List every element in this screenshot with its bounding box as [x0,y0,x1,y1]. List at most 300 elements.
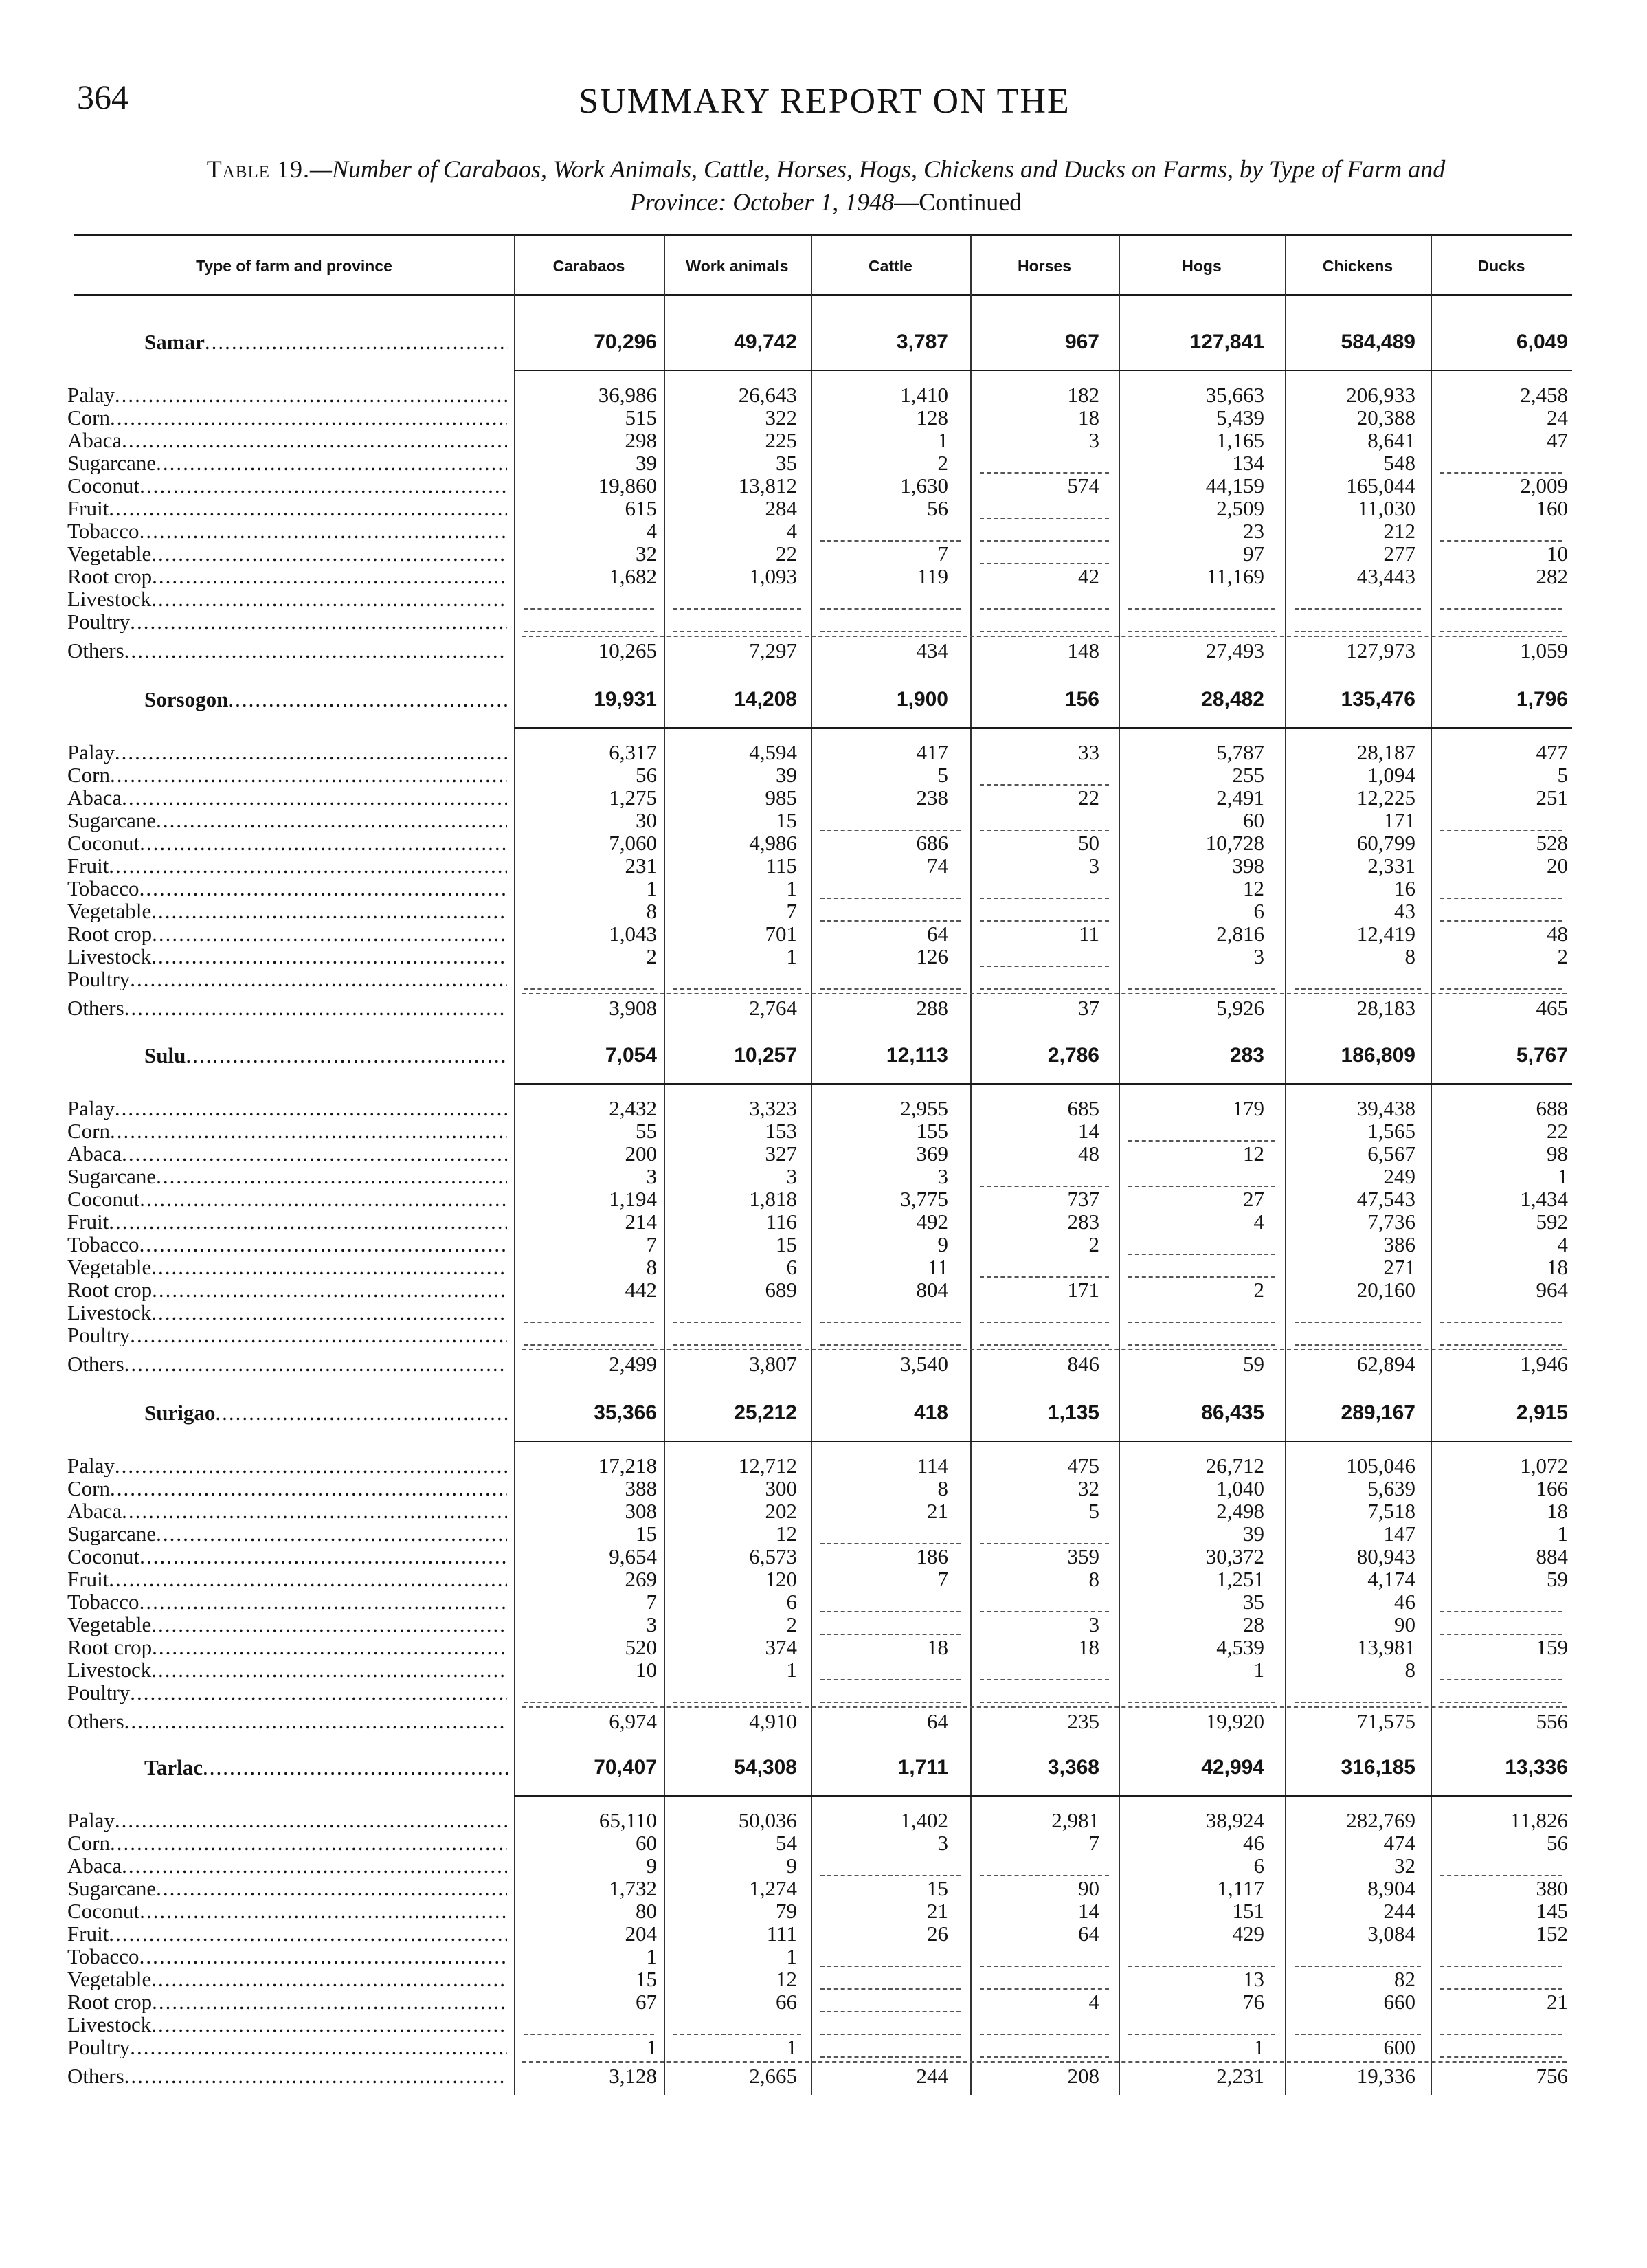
table-row [0,1256,1647,1278]
cell-value: 24 [1547,405,1568,430]
cell-value: 66 [776,1990,797,2014]
cell-value: 660 [1383,1990,1415,2014]
cell-value: 3 [1088,1612,1099,1636]
cell-value: 804 [916,1278,948,1302]
cell-value: 434 [916,638,948,663]
cell-value: 3 [786,1164,797,1188]
cell-value: 548 [1383,451,1415,475]
cell-value: 114 [917,1454,948,1478]
table-row [0,922,1647,945]
cell-value: 6,567 [1367,1142,1415,1166]
table-row [0,565,1647,588]
empty-cell-dash [980,1966,1109,1967]
cell-value: 6,317 [609,740,657,764]
cell-value: 2,432 [609,1096,657,1120]
empty-cell-dash [820,898,961,899]
farm-type-label: Livestock ..... [67,945,507,968]
cell-value: 7 [937,1567,948,1591]
cell-value: 43,443 [1356,564,1415,588]
caption-continued: —Continued [894,188,1022,216]
table-row [0,1301,1647,1324]
empty-cell-dash [980,608,1109,610]
cell-value: 97 [1243,542,1264,566]
cell-value: 235 [1067,1709,1099,1733]
province-rule [514,1083,1572,1085]
cell-value: 737 [1067,1187,1099,1211]
others-label: Others ..... [67,996,507,1021]
cell-value: 4,910 [749,1709,797,1733]
cell-value: 54 [776,1831,797,1855]
others-row [0,638,1647,663]
others-row [0,1709,1647,1734]
empty-cell-dash [1440,1988,1562,1990]
empty-cell-dash [673,2034,801,2035]
cell-value: 284 [765,496,797,520]
column-header: Cattle [869,256,912,275]
farm-type-label: Fruit ..... [67,1210,507,1233]
cell-value: 27 [1243,1187,1264,1211]
empty-cell-dash [980,1679,1109,1680]
cell-value: 688 [1536,1096,1568,1120]
cell-value: 171 [1067,1278,1099,1302]
province-total-row [0,1042,1647,1069]
cell-value: 20,388 [1356,405,1415,430]
cell-value: 28,482 [1201,688,1264,711]
farm-type-label: Fruit ..... [67,854,507,877]
cell-value: 65,110 [598,1808,657,1832]
cell-value: 1 [1557,1522,1568,1546]
table-row [0,1522,1647,1545]
cell-value: 12 [1243,1142,1264,1166]
cell-value: 14 [1078,1119,1099,1143]
table-row [0,764,1647,786]
cell-value: 2,498 [1216,1499,1264,1523]
empty-cell-dash [820,1611,961,1612]
cell-value: 59 [1547,1567,1568,1591]
cell-value: 7 [937,542,948,566]
cell-value: 2,665 [749,2064,797,2088]
cell-value: 2,009 [1520,474,1568,498]
cell-value: 7,054 [605,1044,657,1067]
cell-value: 2 [646,944,657,968]
cell-value: 28 [1243,1612,1264,1636]
cell-value: 171 [1383,808,1415,832]
cell-value: 475 [1067,1454,1099,1478]
cell-value: 147 [1383,1522,1415,1546]
cell-value: 515 [625,405,657,430]
cell-value: 56 [1547,1831,1568,1855]
cell-value: 155 [916,1119,948,1143]
cell-value: 153 [765,1119,797,1143]
column-header: Ducks [1477,256,1525,275]
farm-type-label: Tobacco ..... [67,877,507,900]
table-row [0,1568,1647,1590]
cell-value: 2 [1253,1278,1264,1302]
cell-value: 1 [786,1944,797,1968]
table-row [0,1500,1647,1522]
cell-value: 21 [927,1899,948,1923]
cell-value: 7,297 [749,638,797,663]
cell-value: 64 [927,1709,948,1733]
cell-value: 26,712 [1205,1454,1264,1478]
cell-value: 56 [927,496,948,520]
empty-cell-dash [820,1966,961,1967]
cell-value: 42 [1078,564,1099,588]
table-top-rule [74,234,1572,236]
cell-value: 50,036 [738,1808,797,1832]
cell-value: 689 [765,1278,797,1302]
empty-cell-dash [673,1322,801,1323]
cell-value: 465 [1536,996,1568,1020]
cell-value: 3,775 [900,1187,948,1211]
cell-value: 39 [776,763,797,787]
cell-value: 5,787 [1216,740,1264,764]
cell-value: 27,493 [1205,638,1264,663]
farm-type-label: Livestock ..... [67,588,507,610]
cell-value: 212 [1383,519,1415,543]
cell-value: 8 [646,899,657,923]
cell-value: 6 [786,1255,797,1279]
empty-cell-dash [1295,631,1421,632]
cell-value: 19,336 [1356,2064,1415,2088]
cell-value: 231 [625,854,657,878]
cell-value: 10 [636,1658,657,1682]
cell-value: 19,931 [594,688,657,711]
empty-cell-dash [820,1988,961,1990]
table-row [0,383,1647,406]
province-name: Sulu ..... [144,1042,508,1069]
cell-value: 1,043 [609,922,657,946]
cell-value: 159 [1536,1635,1568,1659]
cell-value: 255 [1232,763,1264,787]
farm-type-label: Sugarcane ..... [67,1877,507,1900]
cell-value: 3 [937,1831,948,1855]
cell-value: 71,575 [1356,1709,1415,1733]
cell-value: 686 [916,831,948,855]
farm-type-label: Vegetable ..... [67,1613,507,1636]
cell-value: 10 [1547,542,1568,566]
cell-value: 11,030 [1357,496,1415,520]
cell-value: 2,231 [1216,2064,1264,2088]
farm-type-label: Sugarcane ..... [67,452,507,474]
cell-value: 22 [776,542,797,566]
cell-value: 3 [646,1164,657,1188]
table-row [0,741,1647,764]
cell-value: 12,113 [886,1044,948,1067]
cell-value: 202 [765,1499,797,1523]
cell-value: 49,742 [734,331,797,353]
cell-value: 50 [1078,831,1099,855]
empty-cell-dash [524,1322,654,1323]
cell-value: 1,711 [897,1756,948,1779]
farm-type-label: Vegetable ..... [67,1256,507,1278]
cell-value: 128 [916,405,948,430]
table-row [0,1454,1647,1477]
empty-cell-dash [980,1702,1109,1703]
table-row [0,1658,1647,1681]
cell-value: 2,786 [1047,1044,1099,1067]
table-row [0,452,1647,474]
farm-type-label: Corn ..... [67,1477,507,1500]
cell-value: 277 [1383,542,1415,566]
empty-cell-dash [1128,631,1275,632]
cell-value: 3 [1253,944,1264,968]
cell-value: 38,924 [1205,1808,1264,1832]
running-head: SUMMARY REPORT ON THE [579,82,1071,121]
column-header: Hogs [1182,256,1222,275]
cell-value: 282 [1536,564,1568,588]
table-row [0,1922,1647,1945]
cell-value: 42,994 [1201,1756,1264,1779]
cell-value: 398 [1232,854,1264,878]
table-row [0,1854,1647,1877]
table-row [0,1636,1647,1658]
cell-value: 82 [1394,1967,1415,1991]
cell-value: 46 [1394,1590,1415,1614]
cell-value: 685 [1067,1096,1099,1120]
province-name: Sorsogon ..... [144,686,508,713]
empty-cell-dash [524,1702,654,1703]
cell-value: 4,594 [749,740,797,764]
empty-cell-dash [820,2034,961,2035]
cell-value: 492 [916,1210,948,1234]
cell-value: 7,736 [1367,1210,1415,1234]
cell-value: 30,372 [1205,1544,1264,1568]
cell-value: 6,049 [1516,331,1568,353]
cell-value: 60 [1243,808,1264,832]
farm-type-label: Palay ..... [67,383,507,406]
table-row [0,1809,1647,1832]
table-row [0,1233,1647,1256]
farm-type-label: Abaca ..... [67,786,507,809]
farm-type-label: Root crop ..... [67,565,507,588]
empty-cell-dash [1295,1322,1421,1323]
table-row [0,406,1647,429]
empty-cell-dash [1440,1611,1562,1612]
table-row [0,1590,1647,1613]
cell-value: 17,218 [598,1454,657,1478]
cell-value: 3,368 [1047,1756,1099,1779]
cell-value: 388 [625,1476,657,1500]
cell-value: 166 [1536,1476,1568,1500]
cell-value: 1,434 [1520,1187,1568,1211]
farm-type-label: Corn ..... [67,764,507,786]
cell-value: 1 [786,1658,797,1682]
cell-value: 1,251 [1216,1567,1264,1591]
caption-title-line2: Province: October 1, 1948 [629,188,895,216]
table-row [0,1945,1647,1968]
cell-value: 48 [1547,922,1568,946]
cell-value: 12 [776,1522,797,1546]
cell-value: 1 [646,1944,657,1968]
cell-value: 79 [776,1899,797,1923]
empty-cell-dash [524,608,654,610]
empty-cell-dash [820,2056,961,2058]
empty-cell-dash [980,518,1109,519]
cell-value: 1 [1253,2035,1264,2059]
cell-value: 35,366 [594,1401,657,1424]
cell-value: 44,159 [1205,474,1264,498]
farm-type-label: Vegetable ..... [67,1968,507,1990]
table-row [0,1877,1647,1900]
cell-value: 1,732 [609,1876,657,1900]
cell-value: 244 [1383,1899,1415,1923]
empty-cell-dash [1440,898,1562,899]
others-row [0,1352,1647,1377]
cell-value: 298 [625,428,657,452]
farm-type-label: Tobacco ..... [67,1590,507,1613]
cell-value: 214 [625,1210,657,1234]
cell-value: 56 [636,763,657,787]
farm-type-label: Palay ..... [67,1454,507,1477]
cell-value: 8 [646,1255,657,1279]
cell-value: 1 [786,944,797,968]
cell-value: 3,128 [609,2064,657,2088]
cell-value: 148 [1067,638,1099,663]
cell-value: 1 [786,876,797,900]
cell-value: 182 [1067,383,1099,407]
cell-value: 6 [1253,1854,1264,1878]
empty-cell-dash [820,2011,961,2012]
cell-value: 10,728 [1205,831,1264,855]
cell-value: 18 [1547,1255,1568,1279]
province-name: Surigao ..... [144,1399,508,1427]
cell-value: 15 [636,1522,657,1546]
cell-value: 322 [765,405,797,430]
cell-value: 1,135 [1047,1401,1099,1424]
cell-value: 967 [1064,331,1099,353]
cell-value: 442 [625,1278,657,1302]
cell-value: 21 [1547,1990,1568,2014]
column-header: Type of farm and province [196,256,392,275]
cell-value: 3,540 [900,1352,948,1376]
cell-value: 115 [765,854,797,878]
cell-value: 520 [625,1635,657,1659]
cell-value: 600 [1383,2035,1415,2059]
cell-value: 30 [636,808,657,832]
empty-cell-dash [980,2056,1109,2058]
province-rule [514,727,1572,729]
cell-value: 105,046 [1346,1454,1415,1478]
cell-value: 4 [1088,1990,1099,2014]
table-row [0,1832,1647,1854]
cell-value: 528 [1536,831,1568,855]
cell-value: 3 [1088,428,1099,452]
cell-value: 186 [916,1544,948,1568]
others-separator [522,1706,1567,1708]
cell-value: 18 [1547,1499,1568,1523]
cell-value: 116 [765,1210,797,1234]
others-separator [522,1349,1567,1350]
cell-value: 1,410 [900,383,948,407]
cell-value: 1 [646,2035,657,2059]
table-row [0,2013,1647,2036]
cell-value: 3,323 [749,1096,797,1120]
cell-value: 2 [786,1612,797,1636]
cell-value: 3,807 [749,1352,797,1376]
cell-value: 208 [1067,2064,1099,2088]
farm-type-label: Fruit ..... [67,497,507,520]
cell-value: 90 [1078,1876,1099,1900]
cell-value: 23 [1243,519,1264,543]
table-row [0,2036,1647,2058]
farm-type-label: Root crop ..... [67,1278,507,1301]
farm-type-label: Livestock ..... [67,1301,507,1324]
cell-value: 283 [1229,1044,1264,1067]
cell-value: 47,543 [1356,1187,1415,1211]
cell-value: 127,973 [1346,638,1415,663]
table-row [0,1613,1647,1636]
farm-type-label: Palay ..... [67,1809,507,1832]
cell-value: 26 [927,1922,948,1946]
cell-value: 11,169 [1206,564,1264,588]
empty-cell-dash [1128,1322,1275,1323]
empty-cell-dash [1440,540,1562,542]
cell-value: 22 [1078,786,1099,810]
empty-cell-dash [1128,608,1275,610]
farm-type-label: Fruit ..... [67,1922,507,1945]
cell-value: 6 [786,1590,797,1614]
cell-value: 2 [1088,1232,1099,1256]
cell-value: 134 [1232,451,1264,475]
cell-value: 2,955 [900,1096,948,1120]
farm-type-label: Poultry ..... [67,968,507,990]
cell-value: 1,059 [1520,638,1568,663]
cell-value: 119 [917,564,948,588]
cell-value: 3,908 [609,996,657,1020]
table-row [0,1188,1647,1210]
empty-cell-dash [1128,988,1275,990]
empty-cell-dash [980,1322,1109,1323]
cell-value: 18 [1078,1635,1099,1659]
cell-value: 2,499 [609,1352,657,1376]
cell-value: 701 [765,922,797,946]
cell-value: 1,900 [896,688,948,711]
province-rule [514,1441,1572,1442]
cell-value: 67 [636,1990,657,2014]
cell-value: 1,796 [1516,688,1568,711]
cell-value: 1 [1253,1658,1264,1682]
cell-value: 1,275 [609,786,657,810]
farm-type-label: Coconut ..... [67,1188,507,1210]
table-row [0,968,1647,990]
cell-value: 4,539 [1216,1635,1264,1659]
cell-value: 9 [786,1854,797,1878]
column-header: Work animals [686,256,789,275]
cell-value: 1,072 [1520,1454,1568,1478]
cell-value: 156 [1064,688,1099,711]
cell-value: 8 [1088,1567,1099,1591]
farm-type-label: Vegetable ..... [67,900,507,922]
cell-value: 1,946 [1520,1352,1568,1376]
cell-value: 15 [776,1232,797,1256]
table-row [0,429,1647,452]
empty-cell-dash [673,1344,801,1346]
table-row [0,809,1647,832]
cell-value: 429 [1232,1922,1264,1946]
cell-value: 70,407 [594,1756,657,1779]
cell-value: 244 [916,2064,948,2088]
cell-value: 316,185 [1341,1756,1415,1779]
empty-cell-dash [980,966,1109,967]
cell-value: 1 [1557,1164,1568,1188]
empty-cell-dash [820,1322,961,1323]
farm-type-label: Poultry ..... [67,1324,507,1346]
cell-value: 2,816 [1216,922,1264,946]
cell-value: 25,212 [734,1401,797,1424]
cell-value: 20,160 [1356,1278,1415,1302]
cell-value: 418 [913,1401,948,1424]
